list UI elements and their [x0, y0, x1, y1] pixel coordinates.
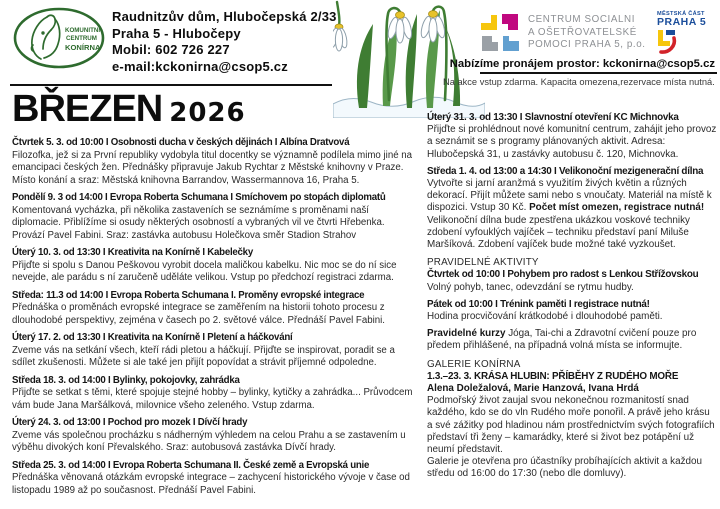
kc-konirna-logo: [13, 7, 107, 71]
praha5-name: PRAHA 5: [657, 16, 707, 28]
event-heading: Úterý 10. 3. od 13:30 I Kreativita na Konírně I Kabelečky: [12, 247, 253, 258]
event: [12, 460, 414, 498]
page-title: [12, 88, 246, 131]
gallery-authors: Alena Doležalová, Marie Hanzová, Ivana Hrdá: [427, 383, 639, 395]
event-heading: Čtvrtek od 10:00 I Pohybem pro radost s Lenkou Střížovskou: [427, 269, 699, 281]
horse-icon: [13, 7, 107, 71]
event: [12, 290, 414, 328]
event-heading: Úterý 24. 3. od 13:00 I Pochod pro mozek I Dívčí hrady: [12, 417, 248, 428]
event-body: Přijďte si prohlédnout nové komunitní centrum, zahájit jeho provoz a seznámit se s programy plánovaných aktivit. Adresa: Hlubočepská 31, u zastávky autobusu č. 120, Michnovka.: [427, 124, 717, 160]
event-body: Přijďte si spolu s Danou Peškovou vyrobit docela maličkou kabelku. Nic moc se do ní sice nevejde, ale parádu s ní zaručeně uděláte velikou. Vstup po předchozí registraci zdarma.: [12, 259, 397, 283]
event-body: Hodina procvičování krátkodobé i dlouhodobé paměti.: [427, 311, 663, 323]
csop-name-line2: A OŠETŘOVATELSKÉ: [528, 26, 637, 38]
event-heading: Středa 25. 3. od 14:00 I Evropa Roberta Schumana II. České země a Evropská unie: [12, 459, 370, 471]
event-body-text: Vytvořte si jarní aranžmá s využitím živých květin a různých dekorací. Přijít můžete sami nebo s vnoučaty. Materiál na místě k dispozici. Vstup 30 Kč.: [427, 178, 712, 214]
event: [427, 112, 717, 161]
section-label-regular-activities: PRAVIDELNÉ AKTIVITY: [427, 257, 539, 269]
title-year: 2026: [169, 98, 246, 128]
praha5-district-label: MĚSTSKÁ ČÁST: [657, 11, 705, 17]
rental-notice: Nabízíme pronájem prostor: kckonirna@csop5.cz: [449, 58, 715, 70]
events-column-right: [427, 112, 717, 481]
csop-cross-icon: [480, 13, 520, 53]
logo-line3: KONÍRNA: [65, 43, 101, 52]
header-divider-right: [480, 72, 717, 74]
event: [427, 299, 717, 323]
event-body: Přednáška o proměnách evropské integrace se zaměřením na historii tohoto procesu z dlouhodobé perspektivy, zejména v časech po 2. světové válce. Přednáší Pavel Fabini.: [12, 302, 386, 326]
csop-name: [528, 14, 646, 52]
event-body-text: Velikonoční dílna bude zpestřena ukázkou voskové techniky zdobení vyfouklých vajíček – techniku představí paní Miluše Maršíková. Zdobení vajíček bude možné také vyzkoušet.: [427, 214, 690, 251]
event-body: [427, 178, 717, 251]
contact-address: Raudnitzův dům, Hlubočepská 2/33: [112, 9, 337, 24]
event-heading: Středa 18. 3. od 14:00 I Bylinky, pokojovky, zahrádka: [12, 374, 240, 386]
contact-phone: Mobil: 602 726 227: [112, 42, 230, 57]
gallery-description: Podmořský život zaujal svou nekonečnou rozmanitostí snad každého, kdo se do vln Rudého moře ponořil. A právě jeho krásu a své zážitky pod hladinou nám prostřednictvím svých fotografiích představí tři ženy – kamarádky, které si život bez potápění už neumí představit.: [427, 395, 715, 456]
courses-label: Pravidelné kurzy: [427, 328, 506, 340]
section-label-gallery: GALERIE KONÍRNA: [427, 358, 521, 370]
event-heading: Středa: 11.3 od 14:00 I Evropa Roberta Schumana I. Proměny evropské integrace: [12, 289, 365, 301]
contact-city: Praha 5 - Hlubočepy: [112, 25, 241, 41]
contact-email: e-mail:kckonirna@csop5.cz: [112, 58, 288, 74]
courses-text: Jóga, Tai-chi a Zdravotní cvičení pouze pro předem přihlášené, na případná volná místa se informujte.: [427, 328, 697, 352]
event: [12, 375, 414, 413]
events-column-left: [12, 137, 414, 502]
logo-line2: CENTRUM: [66, 35, 97, 42]
event: [12, 332, 414, 370]
event: [12, 137, 414, 187]
logo-line1: KOMUNITNÍ: [65, 27, 101, 34]
event: [427, 269, 717, 293]
praha5-logo: [657, 11, 715, 60]
event-heading: Úterý 17. 2. od 13:30 I Kreativita na Konírně I Pletení a háčkování: [12, 332, 293, 343]
csop-name-line1: CENTRUM SOCIALNI: [528, 14, 636, 26]
event: [12, 247, 414, 285]
event-heading: Čtvrtek 5. 3. od 10:00 I Osobnosti ducha v českých dějinách I Albína Dratvová: [12, 137, 350, 148]
event-body: Přijďte se setkat s těmi, které spojuje stejné hobby – bylinky, kytičky a zahrádka... Průvodcem vám bude Jana Maršálková, milovnice všeho zeleného. Vstup zdarma.: [12, 387, 413, 411]
event-body: Přednáška věnovaná otázkám evropské integrace – zachycení historického vývoje v čase od listopadu 1989 až po současnost. Přednáší Pavel Fabini.: [12, 472, 410, 496]
event-body: Volný pohyb, tanec, odevzdání se rytmu hudby.: [427, 281, 634, 293]
event-heading: Pondělí 9. 3 od 14:00 I Evropa Roberta Schumana I Smíchovem po stopách diplomatů: [12, 192, 386, 203]
gallery-opening-hours: Galerie je otevřena pro účastníky probíhajících aktivit a každou středu od 16:00 do 17:30 (nebo dle domluvy).: [427, 456, 703, 480]
event-heading: Úterý 31. 3. od 13:30 I Slavnostní otevření KC Michnovka: [427, 112, 679, 123]
regular-courses-note: [427, 328, 717, 352]
event: [12, 192, 414, 242]
event-body-emphasis: Počet míst omezen, registrace nutná!: [529, 202, 705, 214]
praha5-glyph-icon: [657, 29, 679, 55]
gallery-exhibition-title: 1.3.–23. 3. KRÁSA HLUBIN: PŘÍBĚHY Z RUDÉHO MOŘE: [427, 370, 679, 382]
event: [12, 417, 414, 455]
event-heading: Pátek od 10:00 I Trénink paměti I registrace nutná!: [427, 298, 650, 310]
event-body: Komentovaná vycházka, při několika zastaveních se seznámíme s proměnami naší diplomacie. Přiblížíme si osudy některých osobností a vybraných vil ve čtvrti Hřebenka. Provází Pavel Fabini. Sraz: zastávka autobusu Holečkova směr Stadion Strahov: [12, 204, 385, 241]
event-body: Zveme vás na setkání všech, kteří rádi pletou a háčkují. Přijďte se inspirovat, poradit se a sdílet zkušenosti. Můžete si ale také jen přijít popovídat a strávit příjemné odpoledne.: [12, 344, 395, 368]
event-heading: Středa 1. 4. od 13:00 a 14:30 I Velikonoční mezigenerační dílna: [427, 165, 704, 177]
header-divider-left: [10, 84, 332, 86]
csop-name-line3: POMOCI PRAHA 5, p.o.: [528, 39, 646, 51]
title-month: BŘEZEN: [12, 88, 163, 130]
event: [427, 166, 717, 251]
contact-block: [112, 9, 337, 75]
event-body: Zveme vás společnou procházku s nádherným výhledem na celou Prahu a se zastavením u výběhu divokých koní Převalského. Sraz: autobusová zastávka Dívčí hrady.: [12, 429, 406, 453]
entry-notice: Na akce vstup zdarma. Kapacita omezena,rezervace místa nutná.: [443, 77, 715, 87]
event-body: Filozofka, jež si za První republiky vydobyla titul docentky se významně podílela mimo jiné na emancipaci českých žen. Přednášky připravuje Jakub Rychtar z Městské knihovny v Praze. Místo konání a sraz: Městská knihovna Barrandov, Wassermannova 16, Praha 5.: [12, 149, 413, 186]
csop-logo: [480, 13, 646, 53]
